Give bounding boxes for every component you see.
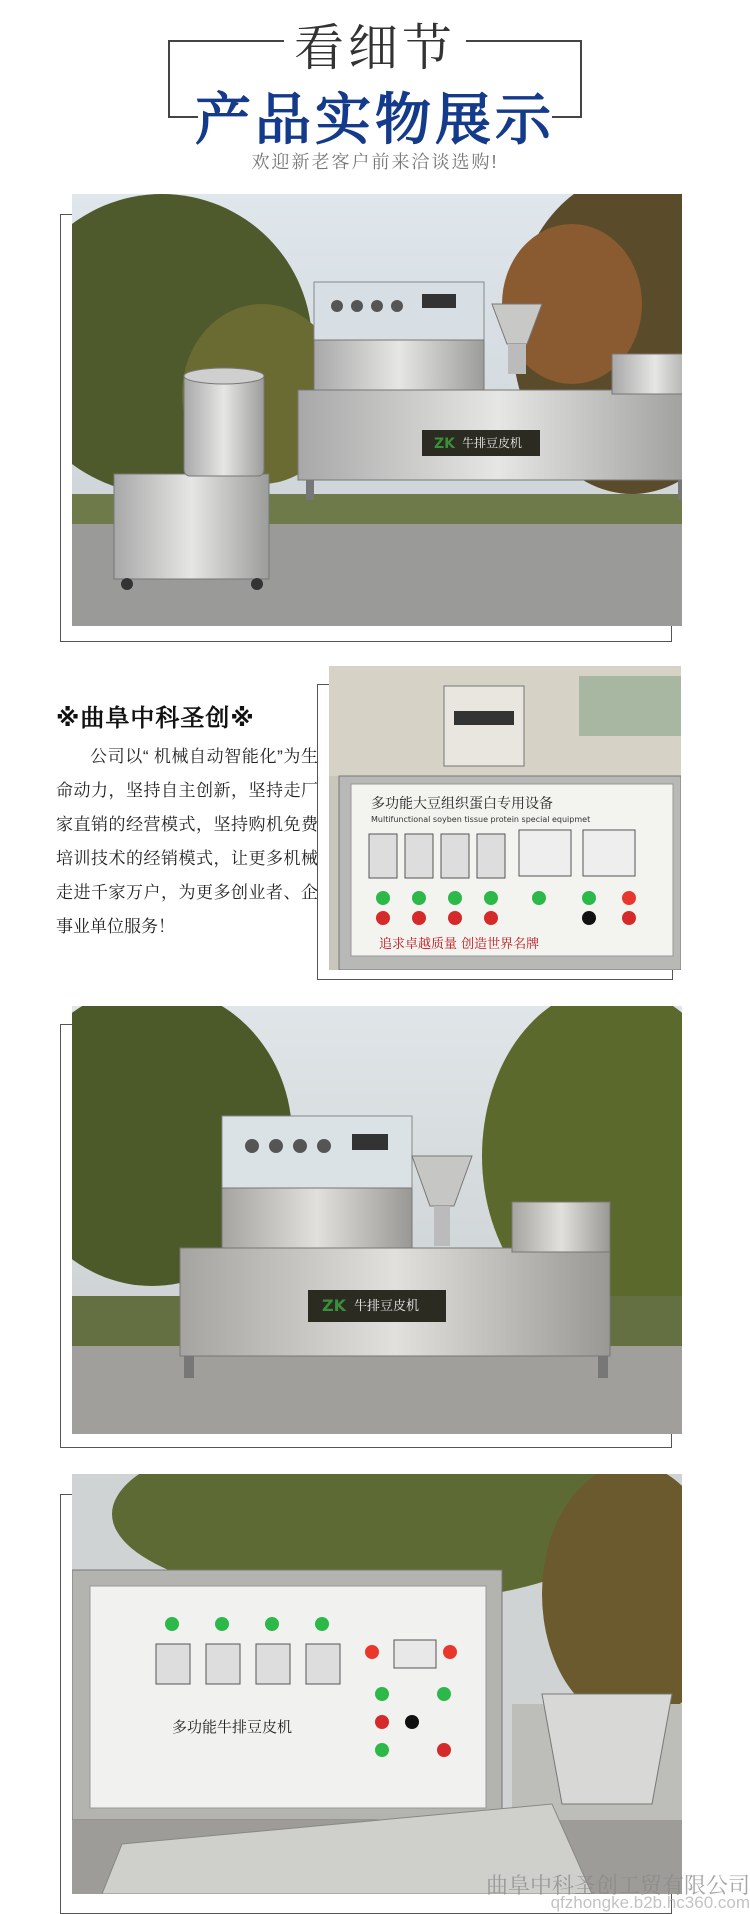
brand-name: ※曲阜中科圣创※ xyxy=(56,705,255,732)
svg-text:ZK: ZK xyxy=(322,1296,346,1315)
section-subtitle: 欢迎新老客户前来洽谈选购! xyxy=(251,152,499,172)
svg-text:ZK: ZK xyxy=(434,436,455,452)
photo1-logo-label: 牛排豆皮机 xyxy=(462,436,523,450)
product-photo-4 xyxy=(72,1474,682,1894)
section-title-big: 产品实物展示 xyxy=(195,88,555,153)
product-photo-1 xyxy=(72,194,682,626)
photo2-panel-title: 多功能大豆组织蛋白专用设备 xyxy=(371,796,553,812)
product-photo-3 xyxy=(72,1006,682,1434)
brand-description: 公司以“ 机械自动智能化”为生命动力，坚持自主创新，坚持走厂家直销的经营模式，坚持购机免费培训技术的经销模式，让更多机械走进千家万户，为更多创业者、企事业单位服务！ xyxy=(56,747,318,936)
photo4-panel-label: 多功能牛排豆皮机 xyxy=(172,1718,293,1736)
photo2-panel-slogan: 追求卓越质量 创造世界名牌 xyxy=(379,937,540,952)
watermark-url: qfzhongke.b2b.hc360.com xyxy=(550,1893,750,1912)
product-photo-2 xyxy=(329,666,681,970)
watermark-company: 曲阜中科圣创工贸有限公司 xyxy=(485,1873,750,1898)
page-header xyxy=(0,0,750,190)
photo2-panel-title-en: Multifunctional soyben tissue protein special equipmet xyxy=(371,815,591,824)
photo3-logo-label: 牛排豆皮机 xyxy=(354,1299,420,1314)
section-title-small: 看细节 xyxy=(294,19,456,77)
